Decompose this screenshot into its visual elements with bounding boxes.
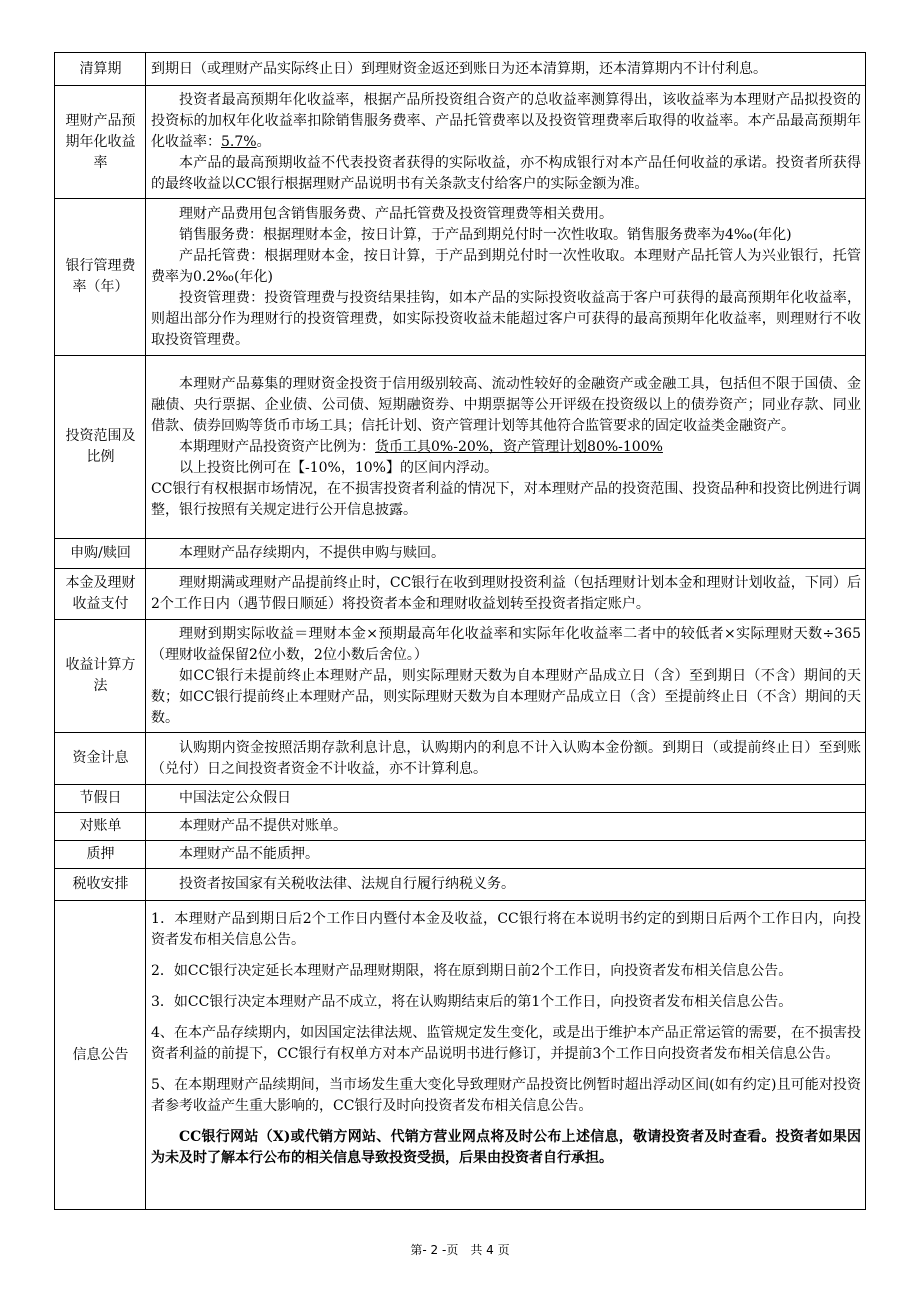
label-subscription-redemption: 申购/赎回 xyxy=(55,539,146,569)
row-notice xyxy=(55,901,866,1210)
notice-item-5: 5、在本期理财产品续期间，当市场发生重大变化导致理财产品投资比例暂时超出浮动区间(如有约定)且可能对投资者参考收益产生重大影响的，CC银行及时向投资者发布相关信息公告。 xyxy=(151,1077,861,1114)
row-settlement xyxy=(55,53,866,86)
content-investment-scope xyxy=(146,356,866,539)
calc-paragraph-1: 理财到期实际收益＝理财本金×预期最高年化收益率和实际年化收益率二者中的较低者×实际理财天数÷365（理财收益保留2位小数，2位小数后舍位。） xyxy=(151,625,861,663)
content-management-fee xyxy=(146,199,866,356)
interest-text: 认购期内资金按照活期存款利息计息，认购期内的利息不计入认购本金份额。到期日（或提前终止日）至到账（兑付）日之间投资者资金不计收益，亦不计算利息。 xyxy=(151,739,861,777)
statement-text: 本理财产品不提供对账单。 xyxy=(179,818,347,834)
payment-text: 理财期满或理财产品提前终止时，CC银行在收到理财投资利益（包括理财计划本金和理财计划收益，下同）后2个工作日内（遇节假日顺延）将投资者本金和理财收益划转至投资者指定账户。 xyxy=(151,575,861,612)
label-expected-yield: 理财产品预期年化收益率 xyxy=(55,86,146,199)
yield-paragraph-2: 本产品的最高预期收益不代表投资者获得的实际收益，亦不构成银行对本产品任何收益的承诺。投资者所获得的最终收益以CC银行根据理财产品说明书有关条款支付给客户的实际金额为准。 xyxy=(151,154,861,192)
row-expected-yield xyxy=(55,86,866,199)
fee-paragraph-1: 理财产品费用包含销售服务费、产品托管费及投资管理费等相关费用。 xyxy=(179,205,613,222)
content-pledge xyxy=(146,841,866,869)
yield-rate-value: 5.7% xyxy=(221,133,257,150)
notice-item-4: 4、在本产品存续期内，如因国定法律法规、监管规定发生变化，或是出于维护本产品正常运管的需要，在不损害投资者利益的前提下，CC银行有权单方对本产品说明书进行修订，并提前3个工作日向投资者发布相关信息公告。 xyxy=(151,1025,861,1062)
content-statement xyxy=(146,813,866,841)
label-management-fee: 银行管理费率（年） xyxy=(55,199,146,356)
label-interest: 资金计息 xyxy=(55,733,146,785)
row-statement xyxy=(55,813,866,841)
label-investment-scope: 投资范围及比例 xyxy=(55,356,146,539)
scope-paragraph-3: 以上投资比例可在【-10%，10%】的区间内浮动。 xyxy=(179,459,498,476)
row-payment xyxy=(55,569,866,620)
label-payment: 本金及理财收益支付 xyxy=(55,569,146,620)
label-tax: 税收安排 xyxy=(55,869,146,901)
notice-item-2: 2．如CC银行决定延长本理财产品理财期限，将在原到期日前2个工作日，向投资者发布相关信息公告。 xyxy=(151,963,793,979)
label-pledge: 质押 xyxy=(55,841,146,869)
row-management-fee xyxy=(55,199,866,356)
yield-text-a: 投资者最高预期年化收益率，根据产品所投资组合资产的总收益率测算得出，该收益率为本理财产品拟投资的投资标的加权年化收益率扣除销售服务费率、产品托管费率以及投资管理费率后取得的收益率。本产品最高预期年化收益率： xyxy=(151,91,861,150)
content-settlement xyxy=(146,53,866,86)
calc-paragraph-2: 如CC银行未提前终止本理财产品，则实际理财天数为自本理财产品成立日（含）至到期日（不含）期间的天数；如CC银行提前终止本理财产品，则实际理财天数为自本理财产品成立日（含）至提前终止日（不含）期间的天数。 xyxy=(151,667,861,726)
label-calculation: 收益计算方法 xyxy=(55,620,146,733)
content-calculation xyxy=(146,620,866,733)
fee-paragraph-2: 销售服务费：根据理财本金，按日计算，于产品到期兑付时一次性收取。销售服务费率为4‰(年化) xyxy=(179,226,792,243)
content-notice xyxy=(146,901,866,1210)
notice-item-3: 3．如CC银行决定本理财产品不成立，将在认购期结束后的第1个工作日，向投资者发布相关信息公告。 xyxy=(151,994,793,1010)
row-calculation xyxy=(55,620,866,733)
page-number: 第- 2 -页 共 4 页 xyxy=(410,1243,510,1257)
product-terms-table xyxy=(54,52,866,1210)
yield-paragraph-1 xyxy=(151,90,861,153)
content-tax xyxy=(146,869,866,901)
scope-ratio-label: 本期理财产品投资资产比例为： xyxy=(179,438,375,455)
label-notice: 信息公告 xyxy=(55,901,146,1210)
holiday-text: 中国法定公众假日 xyxy=(179,790,291,806)
scope-ratio-value: 货币工具0%-20%，资产管理计划80%-100% xyxy=(375,438,663,455)
pledge-text: 本理财产品不能质押。 xyxy=(179,846,319,862)
content-subscription-redemption xyxy=(146,539,866,569)
yield-text-c: 。 xyxy=(256,133,271,150)
content-payment xyxy=(146,569,866,620)
fee-paragraph-4: 投资管理费：投资管理费与投资结果挂钩，如本产品的实际投资收益高于客户可获得的最高预期年化收益率，则超出部分作为理财行的投资管理费，如实际投资收益未能超过客户可获得的最高预期年化收益率，则理财行不收取投资管理费。 xyxy=(151,289,861,348)
row-holiday xyxy=(55,785,866,813)
scope-paragraph-4: CC银行有权根据市场情况，在不损害投资者利益的情况下，对本理财产品的投资范围、投资品种和投资比例进行调整，银行按照有关规定进行公开信息披露。 xyxy=(151,480,861,518)
label-holiday: 节假日 xyxy=(55,785,146,813)
content-interest xyxy=(146,733,866,785)
label-statement: 对账单 xyxy=(55,813,146,841)
label-settlement: 清算期 xyxy=(55,53,146,86)
row-tax xyxy=(55,869,866,901)
notice-item-1: 1．本理财产品到期日后2个工作日内暨付本金及收益，CC银行将在本说明书约定的到期日后两个工作日内，向投资者发布相关信息公告。 xyxy=(151,911,861,948)
tax-text: 投资者按国家有关税收法律、法规自行履行纳税义务。 xyxy=(179,876,515,892)
notice-disclaimer: CC银行网站（X)或代销方网站、代销方营业网点将及时公布上述信息，敬请投资者及时查看。投资者如果因为未及时了解本行公布的相关信息导致投资受损，后果由投资者自行承担。 xyxy=(151,1129,861,1166)
row-interest xyxy=(55,733,866,785)
scope-paragraph-2 xyxy=(151,437,861,458)
fee-paragraph-3: 产品托管费：根据理财本金，按日计算，于产品到期兑付时一次性收取。本理财产品托管人为兴业银行，托管费率为0.2‰(年化) xyxy=(151,247,861,285)
redeem-text: 本理财产品存续期内，不提供申购与赎回。 xyxy=(179,545,445,561)
row-subscription-redemption xyxy=(55,539,866,569)
row-investment-scope xyxy=(55,356,866,539)
scope-paragraph-1: 本理财产品募集的理财资金投资于信用级别较高、流动性较好的金融资产或金融工具，包括但不限于国债、金融债、央行票据、企业债、公司债、短期融资券、中期票据等公开评级在投资级以上的债券资产；同业存款、同业借款、债券回购等货币市场工具；信托计划、资产管理计划等其他符合监管要求的固定收益类金融资产。 xyxy=(151,375,861,434)
content-expected-yield xyxy=(146,86,866,199)
settlement-text: 到期日（或理财产品实际终止日）到理财资金返还到账日为还本清算期，还本清算期内不计付利息。 xyxy=(151,60,767,77)
row-pledge xyxy=(55,841,866,869)
content-holiday xyxy=(146,785,866,813)
